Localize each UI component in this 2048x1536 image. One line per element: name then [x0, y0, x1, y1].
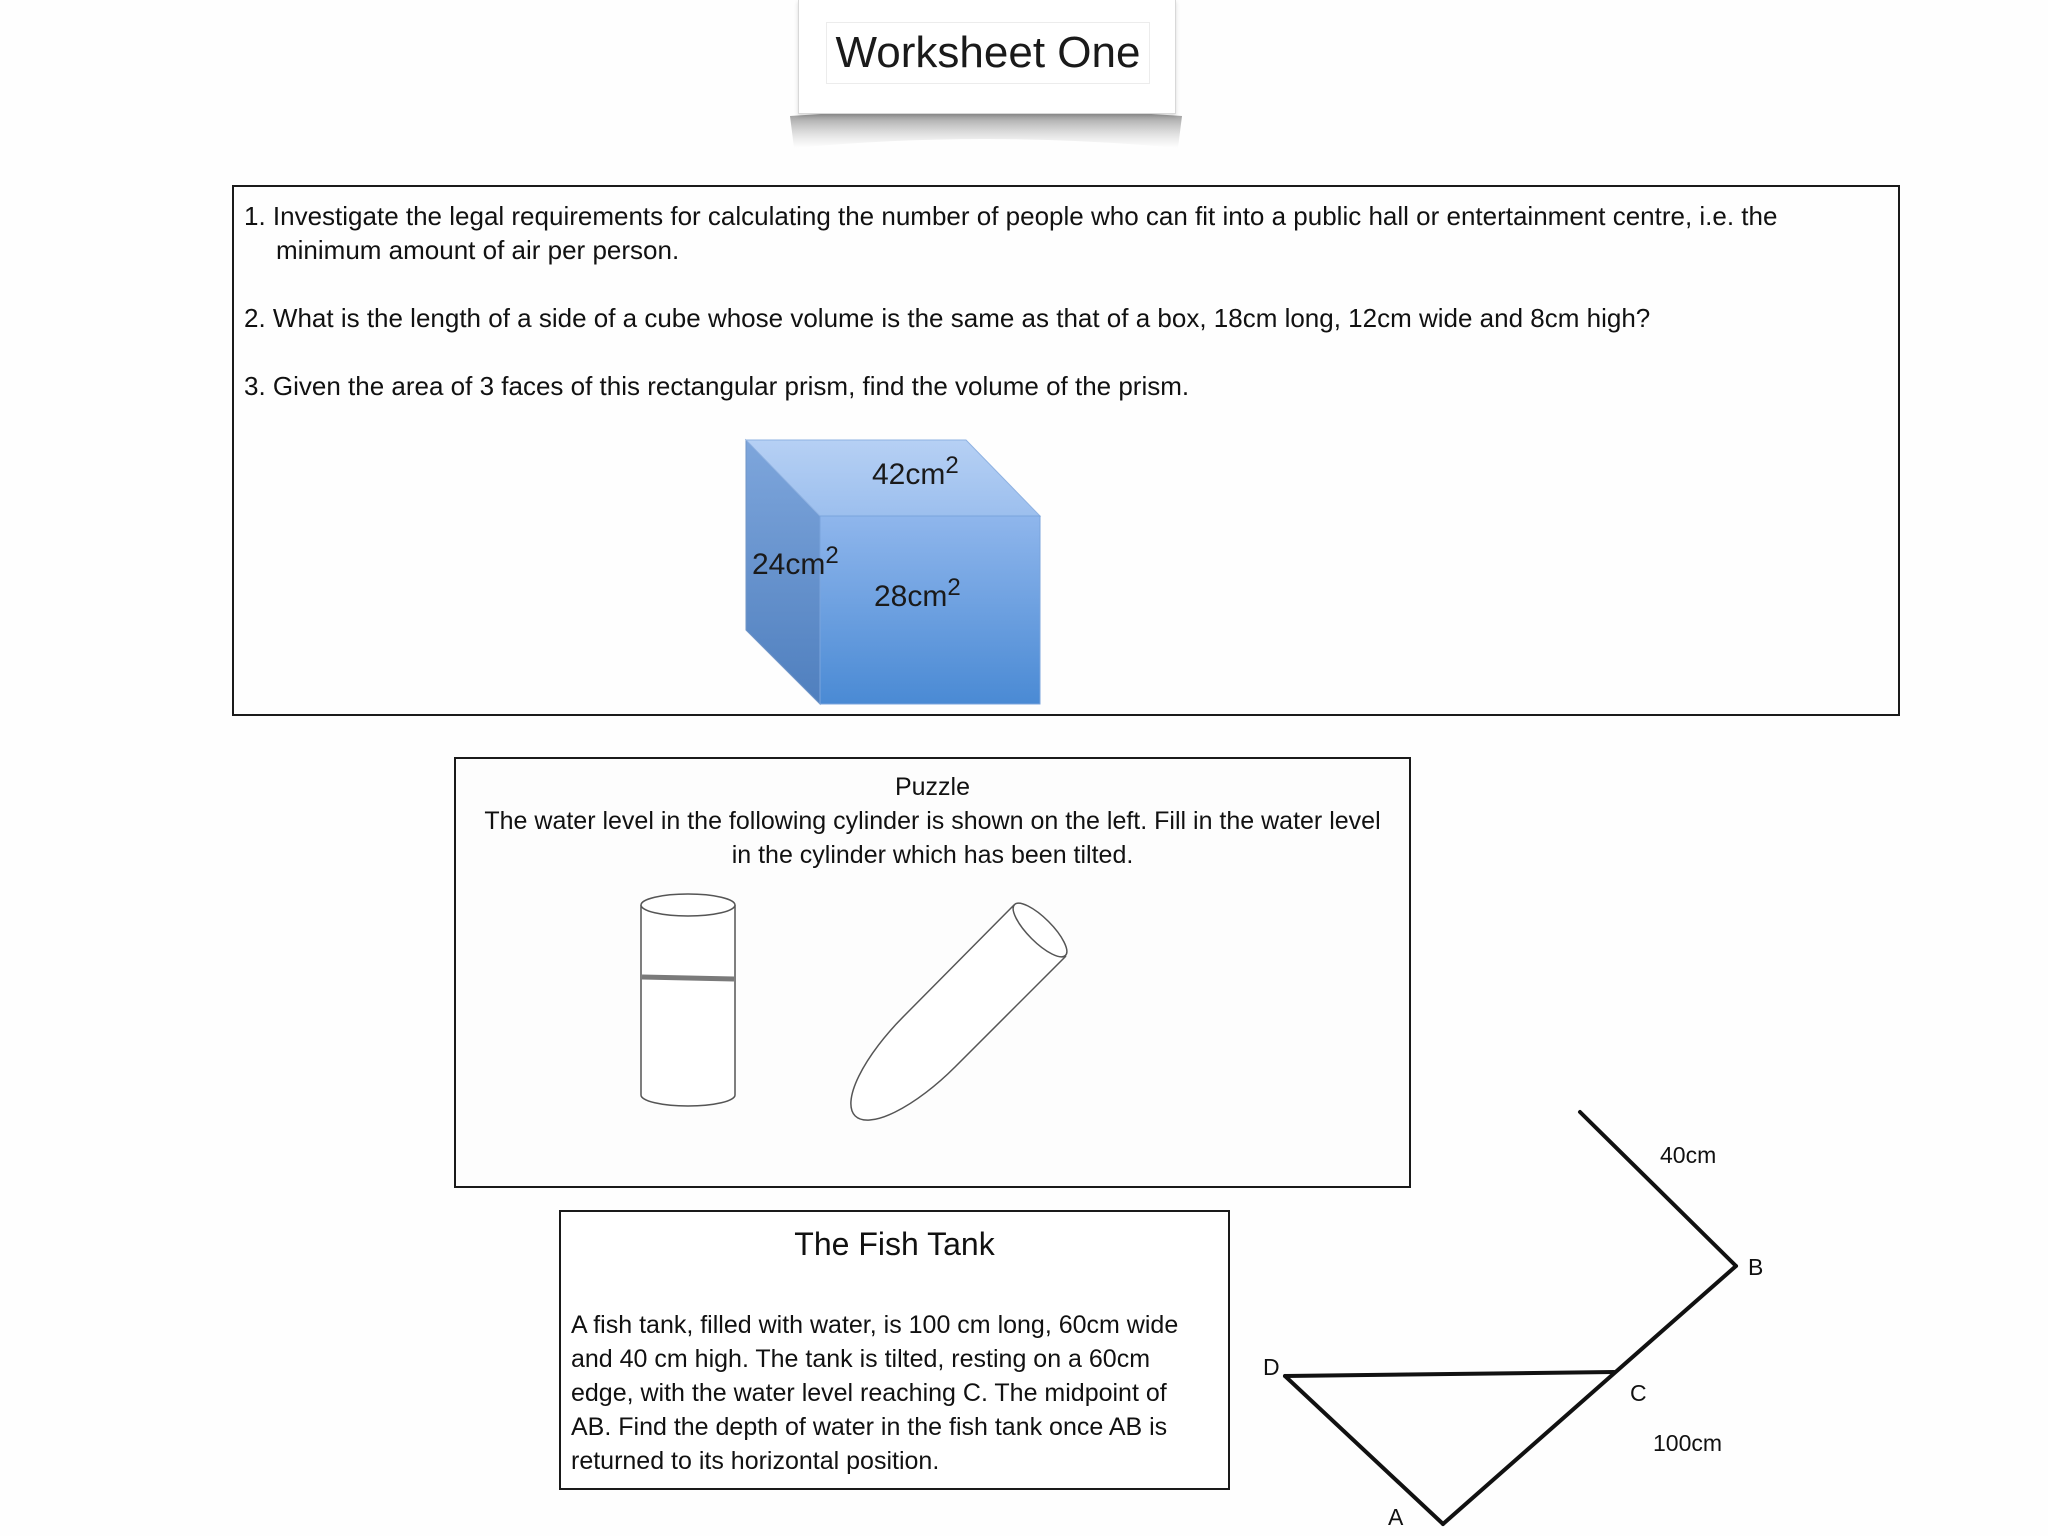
fish-tank-text-line: edge, with the water level reaching C. The midpoint of — [571, 1379, 1167, 1407]
tilted-cylinder[interactable] — [851, 896, 1074, 1120]
question-1-line-2: minimum amount of air per person. — [276, 235, 680, 265]
label-point-b: B — [1748, 1254, 1764, 1280]
label-40cm: 40cm — [1660, 1142, 1717, 1168]
worksheet-title: Worksheet One — [826, 22, 1150, 84]
fish-tank-text-line: and 40 cm high. The tank is tilted, resting on a 60cm — [571, 1345, 1151, 1373]
water-line-dc — [1285, 1372, 1614, 1376]
title-banner-shadow — [790, 108, 1182, 158]
label-point-a: A — [1388, 1504, 1404, 1530]
top-face-area: $42cm^2$ — [872, 452, 959, 491]
side-face-area: $24cm^2$ — [752, 542, 839, 581]
tank-edge-ab — [1443, 1266, 1736, 1524]
rectangular-prism-figure — [744, 438, 1044, 708]
fish-tank-box — [559, 1210, 1230, 1490]
puzzle-line-2: in the cylinder which has been tilted. — [731, 841, 1134, 869]
puzzle-heading: Puzzle — [894, 773, 971, 801]
title-banner — [798, 0, 1176, 114]
fish-tank-title: The Fish Tank — [794, 1226, 995, 1262]
tilted-tank-diagram — [1250, 1100, 1790, 1536]
fish-tank-text-line: returned to its horizontal position. — [571, 1447, 940, 1475]
tank-edge-bd-top — [1580, 1112, 1736, 1266]
label-point-d: D — [1263, 1354, 1280, 1380]
question-1 — [244, 199, 1777, 267]
label-100cm: 100cm — [1653, 1430, 1723, 1456]
question-2: 2. What is the length of a side of a cube whose volume is the same as that of a box, 18cm long, 12cm wide and 8cm high? — [244, 303, 1651, 333]
fish-tank-text-line: A fish tank, filled with water, is 100 cm long, 60cm wide — [571, 1311, 1179, 1339]
upright-cylinder — [641, 894, 735, 1106]
question-3: 3. Given the area of 3 faces of this rectangular prism, find the volume of the prism. — [244, 371, 1190, 401]
questions-box — [232, 185, 1900, 716]
tank-edge-da — [1285, 1376, 1443, 1524]
fish-tank-text-line: AB. Find the depth of water in the fish tank once AB is — [571, 1413, 1168, 1441]
front-face-area: $28cm^2$ — [874, 574, 961, 613]
question-1-line-1: 1. Investigate the legal requirements for calculating the number of people who can fit into a public hall or entertainment centre, i.e. the — [244, 201, 1778, 231]
label-point-c: C — [1630, 1380, 1647, 1406]
puzzle-line-1: The water level in the following cylinder is shown on the left. Fill in the water level — [484, 807, 1381, 835]
water-level-line — [642, 977, 734, 979]
